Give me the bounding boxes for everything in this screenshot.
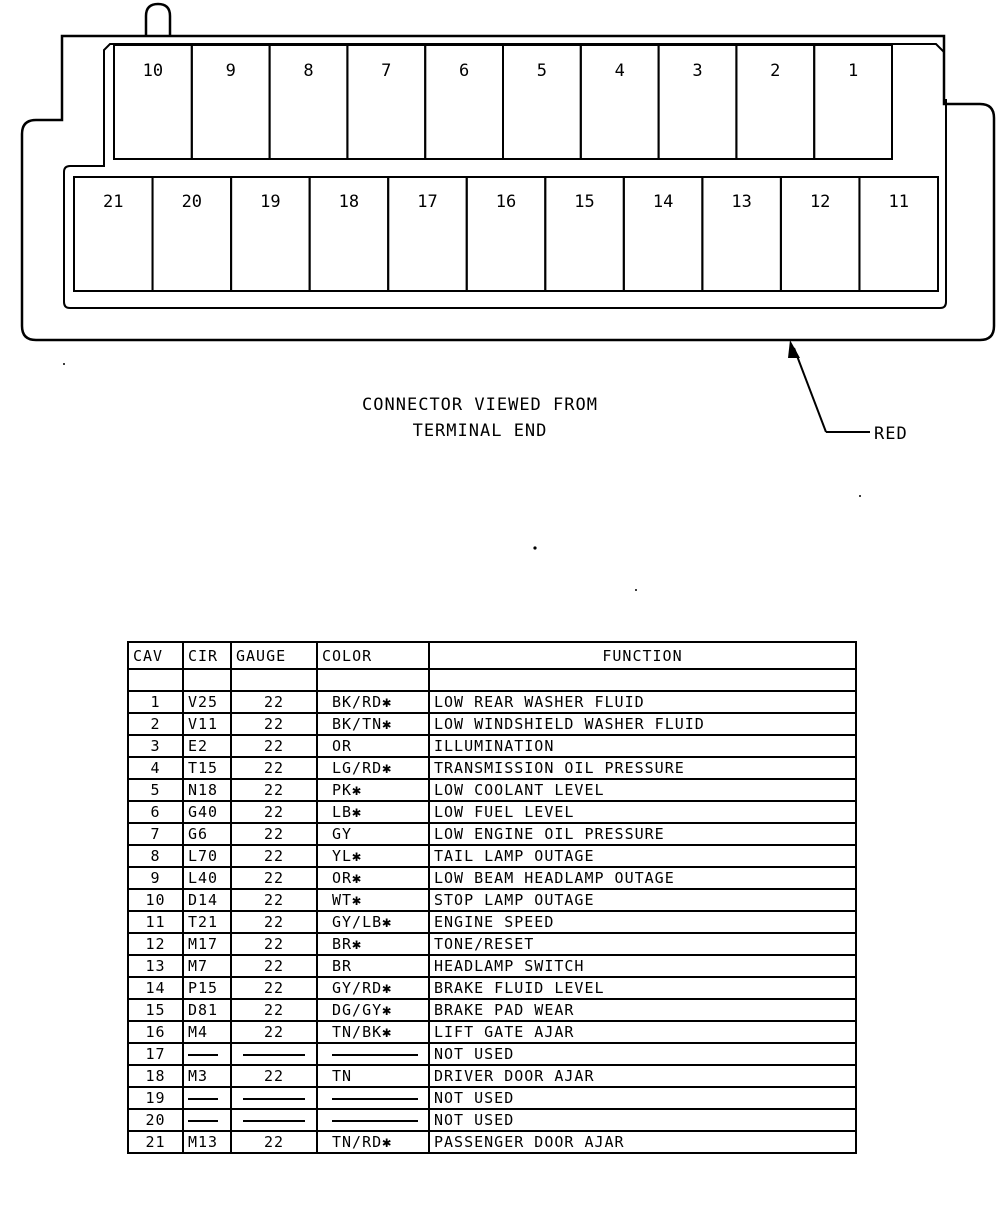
- cavity-label: 18: [338, 192, 360, 212]
- cavity-12: [781, 177, 860, 291]
- table-row: [128, 801, 856, 823]
- gauge-cell: 22: [231, 977, 317, 999]
- table-row: [128, 1087, 856, 1109]
- color-cell: [317, 1109, 429, 1131]
- cir-cell: [183, 1087, 231, 1109]
- cav-cell: 8: [128, 845, 183, 867]
- gauge-cell: 22: [231, 955, 317, 977]
- cav-cell: 4: [128, 757, 183, 779]
- cavity-label: 5: [536, 61, 548, 81]
- function-cell: BRAKE FLUID LEVEL: [429, 977, 856, 999]
- empty-dash: [188, 1120, 218, 1122]
- gauge-cell: 22: [231, 757, 317, 779]
- cir-cell: M13: [183, 1131, 231, 1153]
- table-row: [128, 845, 856, 867]
- color-cell: GY/LB✱: [317, 911, 429, 933]
- cavity-18: [310, 177, 389, 291]
- cavity-15: [545, 177, 624, 291]
- cir-cell: V25: [183, 691, 231, 713]
- cir-cell: V11: [183, 713, 231, 735]
- color-cell: PK✱: [317, 779, 429, 801]
- empty-dash: [243, 1054, 305, 1056]
- cav-cell: 14: [128, 977, 183, 999]
- cavity-6: [425, 45, 503, 159]
- cavity-label: 7: [381, 61, 392, 81]
- function-cell: TRANSMISSION OIL PRESSURE: [429, 757, 856, 779]
- cav-cell: 15: [128, 999, 183, 1021]
- cavity-4: [581, 45, 659, 159]
- cavity-label: 19: [260, 192, 281, 212]
- cir-cell: D14: [183, 889, 231, 911]
- cavity-label: 20: [181, 192, 203, 212]
- empty-dash: [188, 1098, 218, 1100]
- cavity-11: [859, 177, 938, 291]
- function-cell: LOW REAR WASHER FLUID: [429, 691, 856, 713]
- cavity-2: [736, 45, 814, 159]
- cavity-label: 21: [103, 192, 124, 212]
- table-row: [128, 977, 856, 999]
- gauge-cell: 22: [231, 823, 317, 845]
- cavity-19: [231, 177, 310, 291]
- cavity-label: 16: [495, 192, 517, 212]
- cir-cell: T21: [183, 911, 231, 933]
- function-cell: STOP LAMP OUTAGE: [429, 889, 856, 911]
- table-row: [128, 713, 856, 735]
- cav-cell: 2: [128, 713, 183, 735]
- cir-cell: N18: [183, 779, 231, 801]
- color-cell: TN/RD✱: [317, 1131, 429, 1153]
- color-cell: OR: [317, 735, 429, 757]
- cav-cell: 12: [128, 933, 183, 955]
- table-row: [128, 823, 856, 845]
- function-cell: ENGINE SPEED: [429, 911, 856, 933]
- cav-cell: 10: [128, 889, 183, 911]
- empty-dash: [243, 1120, 305, 1122]
- cav-cell: 17: [128, 1043, 183, 1065]
- color-cell: BR: [317, 955, 429, 977]
- speck: [635, 589, 637, 591]
- cavity-21: [74, 177, 153, 291]
- cavity-3: [659, 45, 737, 159]
- gauge-cell: 22: [231, 889, 317, 911]
- function-cell: NOT USED: [429, 1109, 856, 1131]
- speck: [859, 495, 861, 497]
- cir-cell: [183, 1109, 231, 1131]
- cav-cell: 6: [128, 801, 183, 823]
- top-cavity-row: [114, 45, 892, 159]
- table-row: [128, 1021, 856, 1043]
- callout-leader: [794, 348, 826, 432]
- gauge-cell: 22: [231, 867, 317, 889]
- cir-cell: L70: [183, 845, 231, 867]
- function-cell: NOT USED: [429, 1043, 856, 1065]
- cav-cell: 21: [128, 1131, 183, 1153]
- function-cell: LOW BEAM HEADLAMP OUTAGE: [429, 867, 856, 889]
- table-row: [128, 735, 856, 757]
- function-cell: LOW ENGINE OIL PRESSURE: [429, 823, 856, 845]
- cav-cell: 1: [128, 691, 183, 713]
- table-row: [128, 757, 856, 779]
- table-row: [128, 1131, 856, 1153]
- function-cell: LOW WINDSHIELD WASHER FLUID: [429, 713, 856, 735]
- cavity-17: [388, 177, 467, 291]
- cav-cell: 18: [128, 1065, 183, 1087]
- caption-line-1: CONNECTOR VIEWED FROM: [362, 395, 598, 415]
- cav-cell: 13: [128, 955, 183, 977]
- cir-cell: M17: [183, 933, 231, 955]
- color-cell: BK/TN✱: [317, 713, 429, 735]
- cir-cell: D81: [183, 999, 231, 1021]
- function-cell: BRAKE PAD WEAR: [429, 999, 856, 1021]
- gauge-cell: 22: [231, 933, 317, 955]
- header-gauge: GAUGE: [231, 642, 317, 669]
- empty-dash: [332, 1120, 418, 1122]
- color-cell: LB✱: [317, 801, 429, 823]
- wiring-table: [127, 641, 857, 1154]
- gauge-cell: [231, 1043, 317, 1065]
- color-cell: TN: [317, 1065, 429, 1087]
- empty-dash: [332, 1054, 418, 1056]
- cavity-8: [270, 45, 348, 159]
- table-row: [128, 911, 856, 933]
- header-color: COLOR: [317, 642, 429, 669]
- table-row: [128, 955, 856, 977]
- cir-cell: L40: [183, 867, 231, 889]
- cavity-5: [503, 45, 581, 159]
- table-row: [128, 1043, 856, 1065]
- cav-cell: 11: [128, 911, 183, 933]
- gauge-cell: 22: [231, 1131, 317, 1153]
- cav-cell: 3: [128, 735, 183, 757]
- cavity-label: 4: [614, 61, 625, 81]
- empty-dash: [243, 1098, 305, 1100]
- cavity-label: 14: [652, 192, 674, 212]
- table-row: [128, 999, 856, 1021]
- cavity-20: [153, 177, 232, 291]
- function-cell: LOW COOLANT LEVEL: [429, 779, 856, 801]
- function-cell: HEADLAMP SWITCH: [429, 955, 856, 977]
- gauge-cell: 22: [231, 1065, 317, 1087]
- cavity-14: [624, 177, 703, 291]
- cav-cell: 7: [128, 823, 183, 845]
- cavity-label: 6: [458, 61, 470, 81]
- cavity-1: [814, 45, 892, 159]
- gauge-cell: 22: [231, 691, 317, 713]
- function-cell: ILLUMINATION: [429, 735, 856, 757]
- cavity-label: 15: [574, 192, 595, 212]
- table-row: [128, 1109, 856, 1131]
- cavity-label: 17: [417, 192, 438, 212]
- header-cav: CAV: [128, 642, 183, 669]
- table-header-row: [128, 642, 856, 669]
- cavity-label: 2: [770, 61, 781, 81]
- cav-cell: 20: [128, 1109, 183, 1131]
- cavity-label: 11: [888, 192, 909, 212]
- function-cell: LIFT GATE AJAR: [429, 1021, 856, 1043]
- function-cell: DRIVER DOOR AJAR: [429, 1065, 856, 1087]
- cir-cell: M7: [183, 955, 231, 977]
- color-cell: [317, 1043, 429, 1065]
- cavity-16: [467, 177, 546, 291]
- callout-arrowhead: [788, 340, 800, 358]
- cavity-label: 13: [731, 192, 752, 212]
- gauge-cell: 22: [231, 999, 317, 1021]
- cir-cell: M4: [183, 1021, 231, 1043]
- cavity-label: 10: [142, 61, 164, 81]
- color-cell: LG/RD✱: [317, 757, 429, 779]
- gauge-cell: [231, 1087, 317, 1109]
- cav-cell: 16: [128, 1021, 183, 1043]
- cavity-label: 12: [809, 192, 831, 212]
- speck: [63, 363, 65, 365]
- callout-label: RED: [874, 424, 908, 444]
- color-cell: BK/RD✱: [317, 691, 429, 713]
- gauge-cell: 22: [231, 713, 317, 735]
- table-row: [128, 889, 856, 911]
- header-function: FUNCTION: [429, 642, 856, 669]
- function-cell: LOW FUEL LEVEL: [429, 801, 856, 823]
- cavity-9: [192, 45, 270, 159]
- color-cell: BR✱: [317, 933, 429, 955]
- empty-dash: [332, 1098, 418, 1100]
- cir-cell: G40: [183, 801, 231, 823]
- color-cell: [317, 1087, 429, 1109]
- function-cell: TAIL LAMP OUTAGE: [429, 845, 856, 867]
- table-row: [128, 779, 856, 801]
- color-cell: GY: [317, 823, 429, 845]
- cavity-10: [114, 45, 192, 159]
- gauge-cell: [231, 1109, 317, 1131]
- color-cell: OR✱: [317, 867, 429, 889]
- table-row: [128, 691, 856, 713]
- caption-line-2: TERMINAL END: [412, 421, 548, 441]
- connector-latch: [146, 4, 170, 36]
- connector-housing: [22, 36, 994, 340]
- cavity-label: 1: [847, 61, 859, 81]
- function-cell: TONE/RESET: [429, 933, 856, 955]
- cav-cell: 5: [128, 779, 183, 801]
- cavity-label: 3: [692, 61, 703, 81]
- cir-cell: G6: [183, 823, 231, 845]
- cir-cell: M3: [183, 1065, 231, 1087]
- cir-cell: T15: [183, 757, 231, 779]
- cavity-13: [702, 177, 781, 291]
- cavity-label: 9: [225, 61, 236, 81]
- gauge-cell: 22: [231, 779, 317, 801]
- empty-dash: [188, 1054, 218, 1056]
- color-cell: DG/GY✱: [317, 999, 429, 1021]
- table-spacer-row: [128, 669, 856, 691]
- color-cell: TN/BK✱: [317, 1021, 429, 1043]
- bottom-cavity-row: [74, 177, 938, 291]
- gauge-cell: 22: [231, 911, 317, 933]
- gauge-cell: 22: [231, 845, 317, 867]
- function-cell: PASSENGER DOOR AJAR: [429, 1131, 856, 1153]
- cir-cell: E2: [183, 735, 231, 757]
- table-row: [128, 867, 856, 889]
- gauge-cell: 22: [231, 1021, 317, 1043]
- gauge-cell: 22: [231, 801, 317, 823]
- cir-cell: P15: [183, 977, 231, 999]
- color-cell: WT✱: [317, 889, 429, 911]
- table-row: [128, 933, 856, 955]
- color-cell: GY/RD✱: [317, 977, 429, 999]
- cavity-label: 8: [303, 61, 314, 81]
- color-cell: YL✱: [317, 845, 429, 867]
- cav-cell: 9: [128, 867, 183, 889]
- table-row: [128, 1065, 856, 1087]
- cav-cell: 19: [128, 1087, 183, 1109]
- speck: [533, 546, 536, 549]
- function-cell: NOT USED: [429, 1087, 856, 1109]
- cir-cell: [183, 1043, 231, 1065]
- gauge-cell: 22: [231, 735, 317, 757]
- cavity-7: [347, 45, 425, 159]
- header-cir: CIR: [183, 642, 231, 669]
